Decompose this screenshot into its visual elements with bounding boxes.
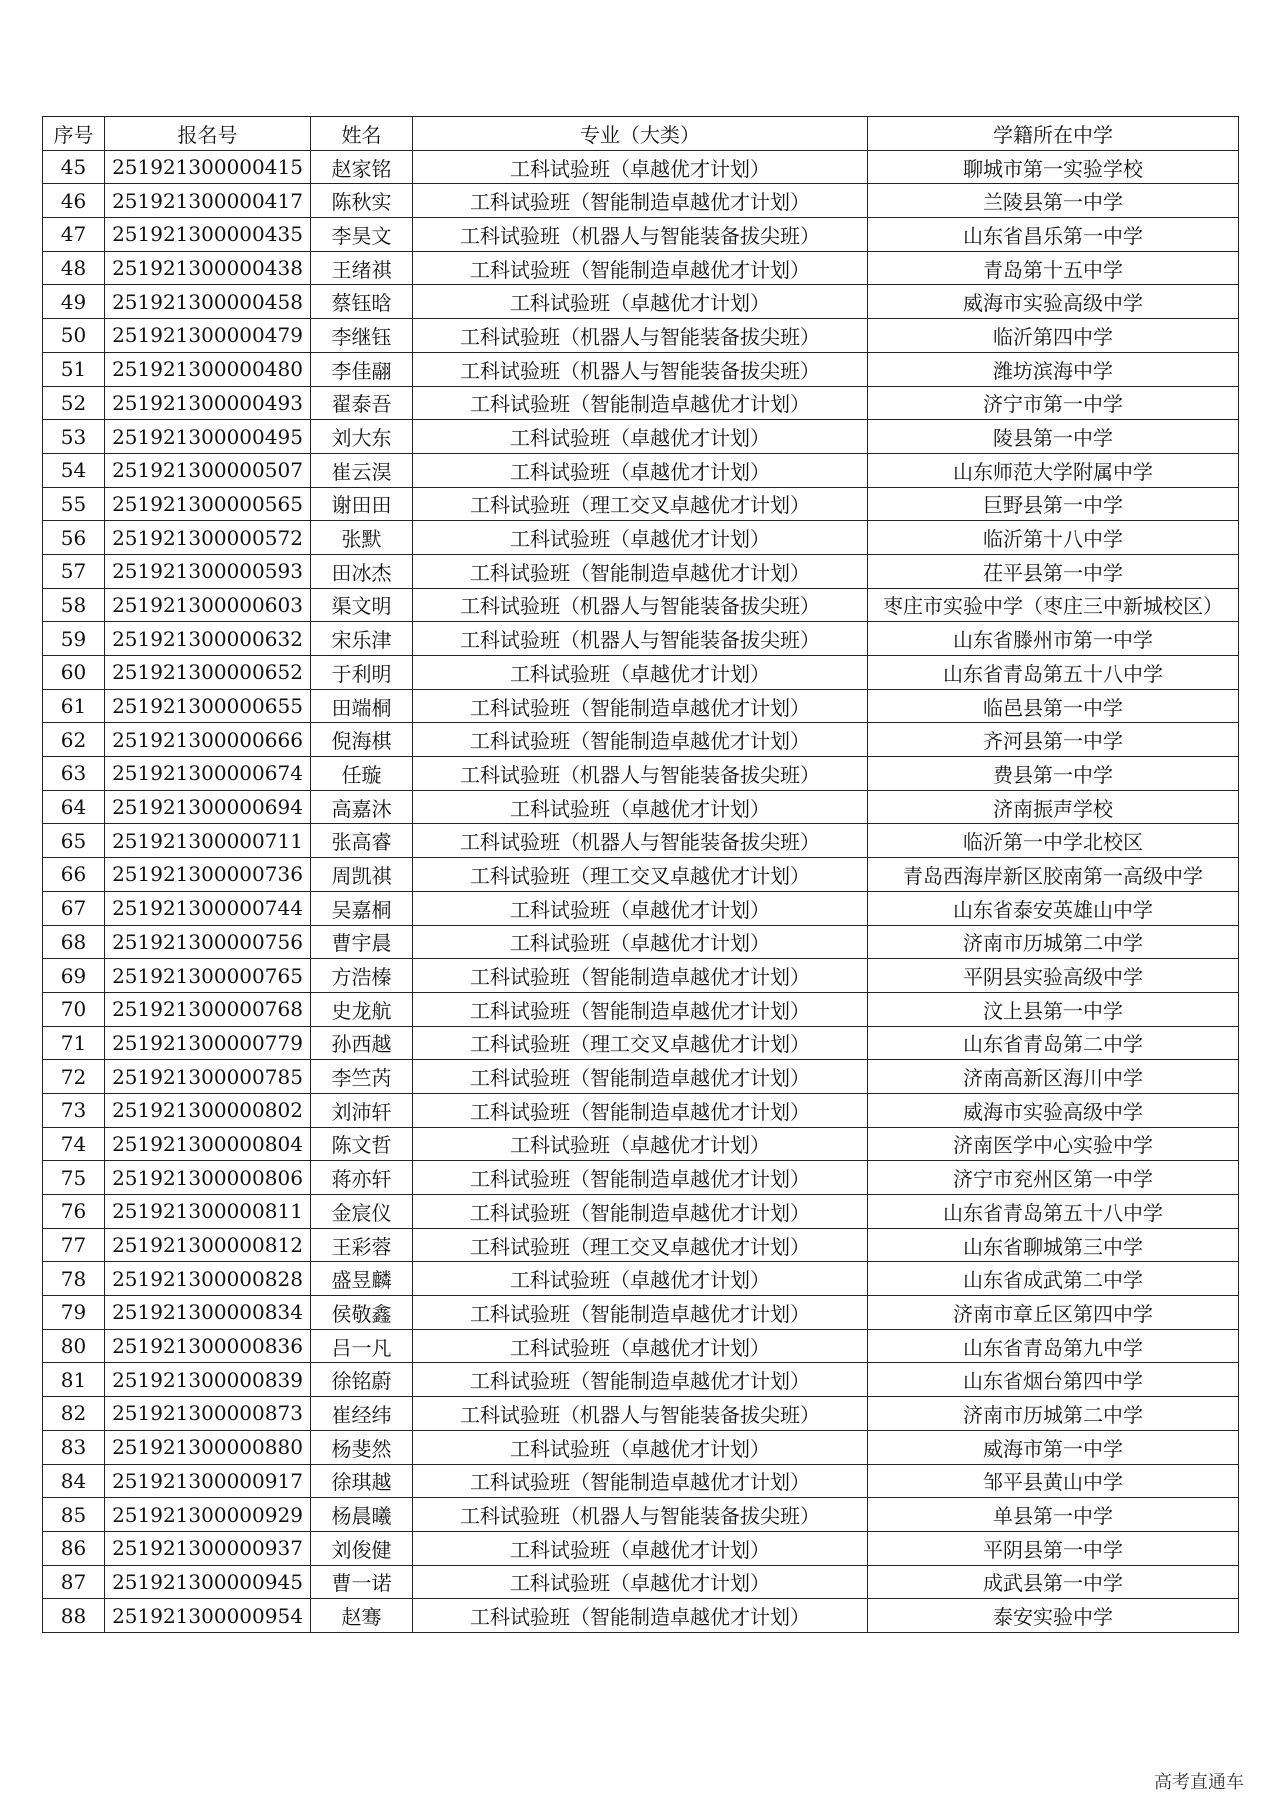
col-header-index: 序号 — [43, 117, 105, 151]
cell-major: 工科试验班（智能制造卓越优才计划） — [413, 386, 868, 420]
cell-school: 山东省聊城第三中学 — [868, 1228, 1239, 1262]
cell-school: 巨野县第一中学 — [868, 487, 1239, 521]
cell-name: 蔡钰晗 — [311, 285, 413, 319]
table-row — [43, 1296, 1239, 1330]
cell-school: 临沂第十八中学 — [868, 521, 1239, 555]
cell-name: 杨斐然 — [311, 1430, 413, 1464]
table-row — [43, 959, 1239, 993]
cell-name: 盛昱麟 — [311, 1262, 413, 1296]
cell-registration-no: 251921300000945 — [105, 1565, 311, 1599]
cell-school: 山东省青岛第五十八中学 — [868, 1195, 1239, 1229]
cell-major: 工科试验班（智能制造卓越优才计划） — [413, 251, 868, 285]
cell-registration-no: 251921300000811 — [105, 1195, 311, 1229]
cell-school: 济宁市兖州区第一中学 — [868, 1161, 1239, 1195]
cell-index: 81 — [43, 1363, 105, 1397]
cell-major: 工科试验班（卓越优才计划） — [413, 891, 868, 925]
cell-major: 工科试验班（机器人与智能装备拔尖班） — [413, 588, 868, 622]
cell-major: 工科试验班（卓越优才计划） — [413, 656, 868, 690]
cell-name: 崔经纬 — [311, 1397, 413, 1431]
cell-school: 济南高新区海川中学 — [868, 1060, 1239, 1094]
table-row — [43, 1531, 1239, 1565]
cell-registration-no: 251921300000593 — [105, 554, 311, 588]
cell-school: 兰陵县第一中学 — [868, 184, 1239, 218]
cell-index: 72 — [43, 1060, 105, 1094]
cell-index: 62 — [43, 723, 105, 757]
cell-major: 工科试验班（智能制造卓越优才计划） — [413, 1296, 868, 1330]
cell-school: 济南医学中心实验中学 — [868, 1127, 1239, 1161]
cell-major: 工科试验班（卓越优才计划） — [413, 925, 868, 959]
cell-name: 翟泰吾 — [311, 386, 413, 420]
col-header-name: 姓名 — [311, 117, 413, 151]
cell-name: 徐铭蔚 — [311, 1363, 413, 1397]
table-row — [43, 285, 1239, 319]
cell-school: 济南市历城第二中学 — [868, 925, 1239, 959]
cell-registration-no: 251921300000836 — [105, 1329, 311, 1363]
table-row — [43, 824, 1239, 858]
cell-registration-no: 251921300000779 — [105, 1026, 311, 1060]
table-header — [43, 117, 1239, 151]
table-row — [43, 992, 1239, 1026]
cell-registration-no: 251921300000652 — [105, 656, 311, 690]
cell-name: 史龙航 — [311, 992, 413, 1026]
table-row — [43, 251, 1239, 285]
cell-index: 68 — [43, 925, 105, 959]
cell-major: 工科试验班（机器人与智能装备拔尖班） — [413, 319, 868, 353]
cell-name: 谢田田 — [311, 487, 413, 521]
cell-registration-no: 251921300000572 — [105, 521, 311, 555]
cell-registration-no: 251921300000839 — [105, 1363, 311, 1397]
admission-list-table — [42, 116, 1239, 1633]
cell-school: 单县第一中学 — [868, 1498, 1239, 1532]
col-header-major: 专业（大类） — [413, 117, 868, 151]
table-row — [43, 1127, 1239, 1161]
cell-name: 金宸仪 — [311, 1195, 413, 1229]
cell-registration-no: 251921300000756 — [105, 925, 311, 959]
table-row — [43, 150, 1239, 184]
cell-index: 46 — [43, 184, 105, 218]
cell-index: 49 — [43, 285, 105, 319]
cell-registration-no: 251921300000694 — [105, 790, 311, 824]
table-row — [43, 925, 1239, 959]
table-row — [43, 218, 1239, 252]
cell-school: 齐河县第一中学 — [868, 723, 1239, 757]
cell-name: 刘沛轩 — [311, 1093, 413, 1127]
cell-major: 工科试验班（卓越优才计划） — [413, 150, 868, 184]
table-row — [43, 487, 1239, 521]
cell-registration-no: 251921300000655 — [105, 689, 311, 723]
cell-major: 工科试验班（智能制造卓越优才计划） — [413, 1464, 868, 1498]
cell-registration-no: 251921300000804 — [105, 1127, 311, 1161]
cell-index: 48 — [43, 251, 105, 285]
cell-school: 邹平县黄山中学 — [868, 1464, 1239, 1498]
table-row — [43, 420, 1239, 454]
cell-school: 临邑县第一中学 — [868, 689, 1239, 723]
table-body — [43, 150, 1239, 1632]
cell-school: 济南振声学校 — [868, 790, 1239, 824]
cell-index: 45 — [43, 150, 105, 184]
cell-school: 青岛第十五中学 — [868, 251, 1239, 285]
cell-registration-no: 251921300000480 — [105, 352, 311, 386]
cell-school: 威海市实验高级中学 — [868, 1093, 1239, 1127]
table-row — [43, 891, 1239, 925]
cell-major: 工科试验班（机器人与智能装备拔尖班） — [413, 352, 868, 386]
cell-school: 济南市历城第二中学 — [868, 1397, 1239, 1431]
table-row — [43, 723, 1239, 757]
cell-name: 吴嘉桐 — [311, 891, 413, 925]
cell-registration-no: 251921300000417 — [105, 184, 311, 218]
table-row — [43, 1464, 1239, 1498]
cell-major: 工科试验班（卓越优才计划） — [413, 1430, 868, 1464]
cell-index: 75 — [43, 1161, 105, 1195]
cell-major: 工科试验班（卓越优才计划） — [413, 285, 868, 319]
cell-major: 工科试验班（智能制造卓越优才计划） — [413, 1060, 868, 1094]
cell-name: 赵家铭 — [311, 150, 413, 184]
cell-registration-no: 251921300000438 — [105, 251, 311, 285]
cell-school: 威海市实验高级中学 — [868, 285, 1239, 319]
cell-registration-no: 251921300000666 — [105, 723, 311, 757]
cell-major: 工科试验班（智能制造卓越优才计划） — [413, 554, 868, 588]
cell-name: 刘俊健 — [311, 1531, 413, 1565]
cell-school: 山东省滕州市第一中学 — [868, 622, 1239, 656]
cell-name: 任璇 — [311, 757, 413, 791]
cell-registration-no: 251921300000812 — [105, 1228, 311, 1262]
cell-name: 周凯祺 — [311, 858, 413, 892]
cell-major: 工科试验班（理工交叉卓越优才计划） — [413, 1228, 868, 1262]
cell-registration-no: 251921300000954 — [105, 1599, 311, 1633]
cell-school: 山东省青岛第二中学 — [868, 1026, 1239, 1060]
cell-name: 于利明 — [311, 656, 413, 690]
cell-registration-no: 251921300000880 — [105, 1430, 311, 1464]
cell-registration-no: 251921300000415 — [105, 150, 311, 184]
cell-registration-no: 251921300000603 — [105, 588, 311, 622]
cell-name: 宋乐津 — [311, 622, 413, 656]
cell-index: 77 — [43, 1228, 105, 1262]
cell-major: 工科试验班（卓越优才计划） — [413, 1262, 868, 1296]
cell-major: 工科试验班（理工交叉卓越优才计划） — [413, 858, 868, 892]
cell-major: 工科试验班（理工交叉卓越优才计划） — [413, 487, 868, 521]
cell-index: 59 — [43, 622, 105, 656]
cell-name: 李竺芮 — [311, 1060, 413, 1094]
table-row — [43, 453, 1239, 487]
cell-registration-no: 251921300000435 — [105, 218, 311, 252]
cell-registration-no: 251921300000565 — [105, 487, 311, 521]
table-row — [43, 1599, 1239, 1633]
cell-major: 工科试验班（机器人与智能装备拔尖班） — [413, 1498, 868, 1532]
cell-name: 李佳翮 — [311, 352, 413, 386]
cell-registration-no: 251921300000507 — [105, 453, 311, 487]
cell-name: 王彩蓉 — [311, 1228, 413, 1262]
cell-major: 工科试验班（智能制造卓越优才计划） — [413, 723, 868, 757]
cell-school: 平阴县第一中学 — [868, 1531, 1239, 1565]
cell-major: 工科试验班（智能制造卓越优才计划） — [413, 1195, 868, 1229]
header-row — [43, 117, 1239, 151]
cell-major: 工科试验班（卓越优才计划） — [413, 1531, 868, 1565]
table-row — [43, 554, 1239, 588]
cell-index: 73 — [43, 1093, 105, 1127]
table-row — [43, 1228, 1239, 1262]
cell-school: 陵县第一中学 — [868, 420, 1239, 454]
cell-major: 工科试验班（机器人与智能装备拔尖班） — [413, 1397, 868, 1431]
cell-major: 工科试验班（卓越优才计划） — [413, 1127, 868, 1161]
table-row — [43, 319, 1239, 353]
cell-major: 工科试验班（智能制造卓越优才计划） — [413, 959, 868, 993]
cell-index: 74 — [43, 1127, 105, 1161]
cell-school: 枣庄市实验中学（枣庄三中新城校区） — [868, 588, 1239, 622]
cell-name: 陈秋实 — [311, 184, 413, 218]
cell-registration-no: 251921300000458 — [105, 285, 311, 319]
cell-school: 山东省烟台第四中学 — [868, 1363, 1239, 1397]
cell-major: 工科试验班（智能制造卓越优才计划） — [413, 1363, 868, 1397]
table-row — [43, 1397, 1239, 1431]
cell-registration-no: 251921300000711 — [105, 824, 311, 858]
cell-major: 工科试验班（智能制造卓越优才计划） — [413, 1161, 868, 1195]
cell-name: 孙西越 — [311, 1026, 413, 1060]
cell-name: 曹宇晨 — [311, 925, 413, 959]
cell-major: 工科试验班（卓越优才计划） — [413, 420, 868, 454]
cell-school: 山东省青岛第五十八中学 — [868, 656, 1239, 690]
cell-index: 88 — [43, 1599, 105, 1633]
cell-name: 侯敬鑫 — [311, 1296, 413, 1330]
cell-index: 61 — [43, 689, 105, 723]
cell-name: 刘大东 — [311, 420, 413, 454]
cell-major: 工科试验班（机器人与智能装备拔尖班） — [413, 218, 868, 252]
cell-registration-no: 251921300000744 — [105, 891, 311, 925]
cell-registration-no: 251921300000806 — [105, 1161, 311, 1195]
cell-index: 79 — [43, 1296, 105, 1330]
cell-school: 山东省成武第二中学 — [868, 1262, 1239, 1296]
cell-major: 工科试验班（机器人与智能装备拔尖班） — [413, 757, 868, 791]
cell-school: 成武县第一中学 — [868, 1565, 1239, 1599]
cell-index: 51 — [43, 352, 105, 386]
cell-index: 65 — [43, 824, 105, 858]
cell-index: 58 — [43, 588, 105, 622]
cell-name: 徐琪越 — [311, 1464, 413, 1498]
table-row — [43, 1060, 1239, 1094]
table-row — [43, 656, 1239, 690]
cell-school: 临沂第四中学 — [868, 319, 1239, 353]
cell-index: 47 — [43, 218, 105, 252]
table-row — [43, 757, 1239, 791]
table-row — [43, 1363, 1239, 1397]
cell-index: 80 — [43, 1329, 105, 1363]
cell-name: 渠文明 — [311, 588, 413, 622]
cell-major: 工科试验班（卓越优才计划） — [413, 790, 868, 824]
table-row — [43, 1262, 1239, 1296]
cell-index: 55 — [43, 487, 105, 521]
cell-registration-no: 251921300000828 — [105, 1262, 311, 1296]
cell-index: 53 — [43, 420, 105, 454]
cell-index: 63 — [43, 757, 105, 791]
cell-registration-no: 251921300000493 — [105, 386, 311, 420]
table-row — [43, 521, 1239, 555]
cell-registration-no: 251921300000765 — [105, 959, 311, 993]
cell-index: 76 — [43, 1195, 105, 1229]
cell-index: 56 — [43, 521, 105, 555]
table-row — [43, 386, 1239, 420]
watermark-text: 高考直通车 — [1154, 1772, 1244, 1793]
cell-major: 工科试验班（智能制造卓越优才计划） — [413, 1093, 868, 1127]
cell-registration-no: 251921300000873 — [105, 1397, 311, 1431]
cell-index: 85 — [43, 1498, 105, 1532]
cell-major: 工科试验班（智能制造卓越优才计划） — [413, 992, 868, 1026]
cell-name: 张默 — [311, 521, 413, 555]
table-row — [43, 790, 1239, 824]
cell-major: 工科试验班（理工交叉卓越优才计划） — [413, 1026, 868, 1060]
cell-school: 山东省青岛第九中学 — [868, 1329, 1239, 1363]
table-row — [43, 184, 1239, 218]
cell-name: 李昊文 — [311, 218, 413, 252]
cell-index: 86 — [43, 1531, 105, 1565]
cell-school: 潍坊滨海中学 — [868, 352, 1239, 386]
cell-name: 陈文哲 — [311, 1127, 413, 1161]
cell-major: 工科试验班（卓越优才计划） — [413, 1329, 868, 1363]
table-row — [43, 1498, 1239, 1532]
cell-index: 66 — [43, 858, 105, 892]
cell-index: 50 — [43, 319, 105, 353]
cell-index: 54 — [43, 453, 105, 487]
cell-major: 工科试验班（卓越优才计划） — [413, 1565, 868, 1599]
table-row — [43, 1565, 1239, 1599]
cell-name: 吕一凡 — [311, 1329, 413, 1363]
cell-index: 64 — [43, 790, 105, 824]
cell-school: 平阴县实验高级中学 — [868, 959, 1239, 993]
cell-school: 费县第一中学 — [868, 757, 1239, 791]
cell-name: 方浩榛 — [311, 959, 413, 993]
cell-name: 赵骞 — [311, 1599, 413, 1633]
cell-school: 山东师范大学附属中学 — [868, 453, 1239, 487]
cell-registration-no: 251921300000495 — [105, 420, 311, 454]
cell-index: 84 — [43, 1464, 105, 1498]
cell-index: 83 — [43, 1430, 105, 1464]
cell-registration-no: 251921300000768 — [105, 992, 311, 1026]
cell-major: 工科试验班（机器人与智能装备拔尖班） — [413, 824, 868, 858]
cell-registration-no: 251921300000929 — [105, 1498, 311, 1532]
col-header-school: 学籍所在中学 — [868, 117, 1239, 151]
cell-index: 67 — [43, 891, 105, 925]
cell-registration-no: 251921300000479 — [105, 319, 311, 353]
table-row — [43, 1161, 1239, 1195]
cell-school: 山东省昌乐第一中学 — [868, 218, 1239, 252]
cell-registration-no: 251921300000674 — [105, 757, 311, 791]
cell-name: 蒋亦轩 — [311, 1161, 413, 1195]
cell-index: 57 — [43, 554, 105, 588]
cell-index: 70 — [43, 992, 105, 1026]
cell-index: 71 — [43, 1026, 105, 1060]
cell-registration-no: 251921300000834 — [105, 1296, 311, 1330]
cell-school: 济南市章丘区第四中学 — [868, 1296, 1239, 1330]
table-row — [43, 689, 1239, 723]
cell-registration-no: 251921300000917 — [105, 1464, 311, 1498]
cell-school: 汶上县第一中学 — [868, 992, 1239, 1026]
table-row — [43, 858, 1239, 892]
table-row — [43, 1195, 1239, 1229]
table-row — [43, 1329, 1239, 1363]
cell-school: 聊城市第一实验学校 — [868, 150, 1239, 184]
cell-major: 工科试验班（智能制造卓越优才计划） — [413, 184, 868, 218]
cell-name: 倪海棋 — [311, 723, 413, 757]
cell-index: 69 — [43, 959, 105, 993]
cell-name: 高嘉沐 — [311, 790, 413, 824]
cell-registration-no: 251921300000736 — [105, 858, 311, 892]
cell-school: 茌平县第一中学 — [868, 554, 1239, 588]
table-row — [43, 1026, 1239, 1060]
table-row — [43, 622, 1239, 656]
cell-name: 曹一诺 — [311, 1565, 413, 1599]
table-row — [43, 1430, 1239, 1464]
cell-name: 李继钰 — [311, 319, 413, 353]
table-row — [43, 352, 1239, 386]
cell-registration-no: 251921300000802 — [105, 1093, 311, 1127]
cell-name: 张高睿 — [311, 824, 413, 858]
cell-name: 杨晨曦 — [311, 1498, 413, 1532]
cell-index: 82 — [43, 1397, 105, 1431]
cell-index: 78 — [43, 1262, 105, 1296]
cell-major: 工科试验班（智能制造卓越优才计划） — [413, 1599, 868, 1633]
cell-major: 工科试验班（机器人与智能装备拔尖班） — [413, 622, 868, 656]
cell-name: 田冰杰 — [311, 554, 413, 588]
cell-school: 临沂第一中学北校区 — [868, 824, 1239, 858]
cell-school: 济宁市第一中学 — [868, 386, 1239, 420]
cell-major: 工科试验班（卓越优才计划） — [413, 453, 868, 487]
cell-school: 威海市第一中学 — [868, 1430, 1239, 1464]
cell-major: 工科试验班（卓越优才计划） — [413, 521, 868, 555]
col-header-registration-no: 报名号 — [105, 117, 311, 151]
cell-major: 工科试验班（智能制造卓越优才计划） — [413, 689, 868, 723]
table-row — [43, 1093, 1239, 1127]
cell-index: 60 — [43, 656, 105, 690]
cell-registration-no: 251921300000937 — [105, 1531, 311, 1565]
cell-school: 山东省泰安英雄山中学 — [868, 891, 1239, 925]
cell-registration-no: 251921300000785 — [105, 1060, 311, 1094]
cell-registration-no: 251921300000632 — [105, 622, 311, 656]
cell-school: 泰安实验中学 — [868, 1599, 1239, 1633]
cell-index: 87 — [43, 1565, 105, 1599]
cell-name: 王绪祺 — [311, 251, 413, 285]
cell-index: 52 — [43, 386, 105, 420]
table-row — [43, 588, 1239, 622]
cell-name: 崔云淏 — [311, 453, 413, 487]
cell-school: 青岛西海岸新区胶南第一高级中学 — [868, 858, 1239, 892]
cell-name: 田端桐 — [311, 689, 413, 723]
